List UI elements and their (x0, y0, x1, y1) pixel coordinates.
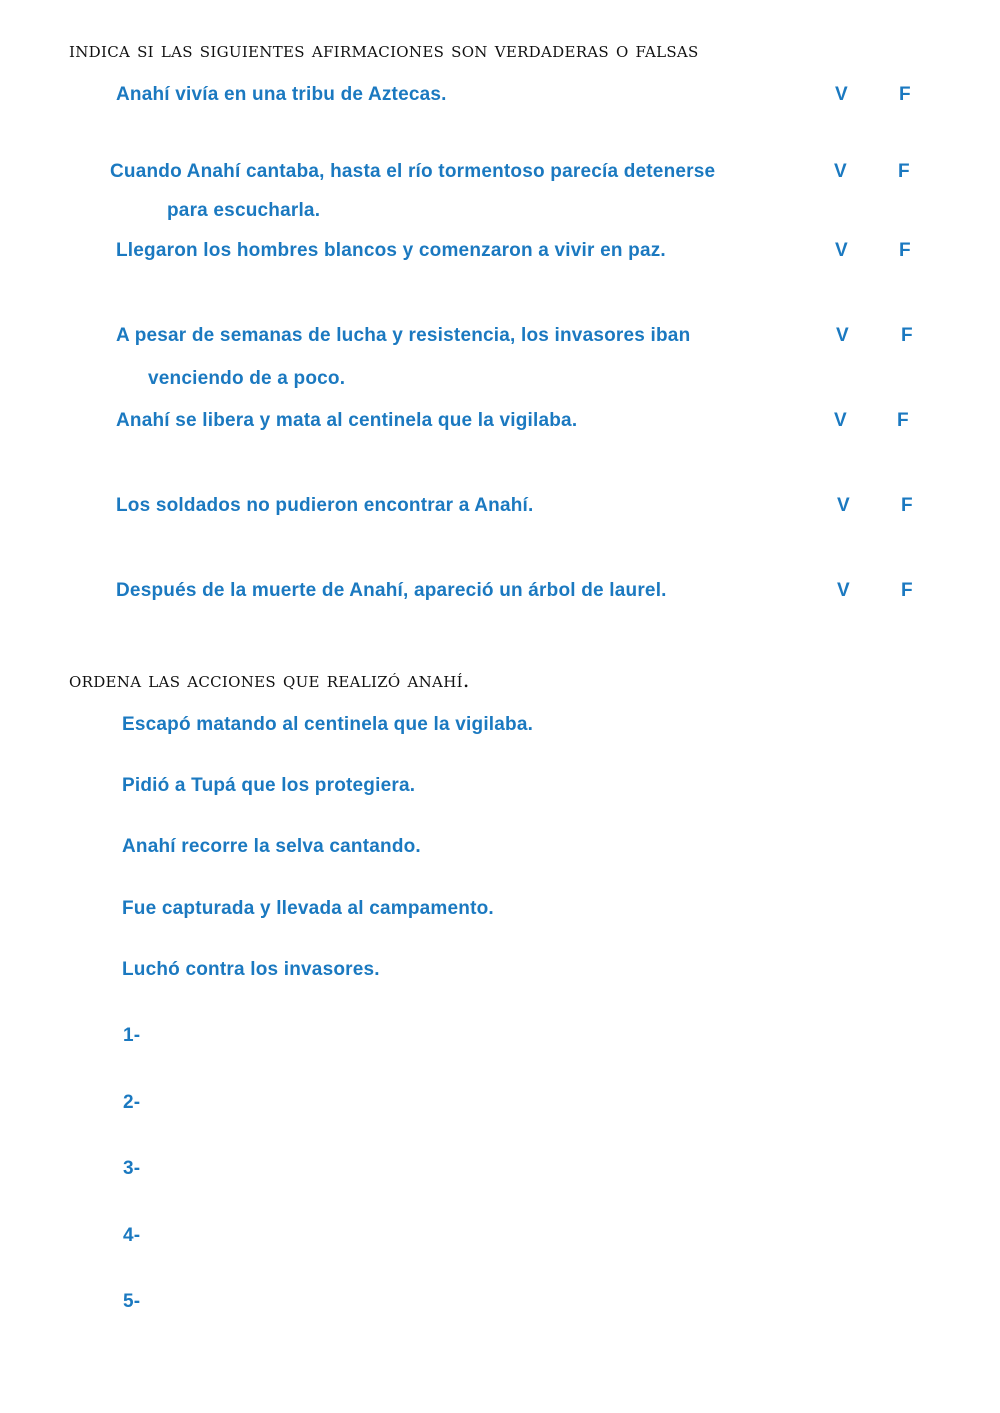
statement-2-continuation: para escucharla. (167, 200, 321, 221)
statement-1-true-option[interactable]: V (835, 84, 848, 105)
action-item-3: Anahí recorre la selva cantando. (122, 836, 421, 857)
order-slot-4[interactable]: 4- (123, 1225, 141, 1246)
action-item-4: Fue capturada y llevada al campamento. (122, 898, 494, 919)
statement-7-true-option[interactable]: V (837, 580, 850, 601)
true-false-heading: indica si las siguientes afirmaciones son verdaderas o falsas (69, 38, 699, 62)
statement-2-false-option[interactable]: F (898, 161, 910, 182)
statement-6: Los soldados no pudieron encontrar a Anahí. (116, 495, 534, 516)
statement-1-false-option[interactable]: F (899, 84, 911, 105)
statement-5-false-option[interactable]: F (897, 410, 909, 431)
statement-2: Cuando Anahí cantaba, hasta el río tormentoso parecía detenerse (110, 161, 716, 182)
statement-7: Después de la muerte de Anahí, apareció un árbol de laurel. (116, 580, 667, 601)
order-slot-1[interactable]: 1- (123, 1025, 141, 1046)
statement-1: Anahí vivía en una tribu de Aztecas. (116, 84, 447, 105)
statement-5: Anahí se libera y mata al centinela que la vigilaba. (116, 410, 578, 431)
order-slot-2[interactable]: 2- (123, 1092, 141, 1113)
statement-2-true-option[interactable]: V (834, 161, 847, 182)
action-item-1: Escapó matando al centinela que la vigilaba. (122, 714, 534, 735)
statement-4: A pesar de semanas de lucha y resistencia, los invasores iban (116, 325, 691, 346)
statement-4-false-option[interactable]: F (901, 325, 913, 346)
action-item-5: Luchó contra los invasores. (122, 959, 380, 980)
statement-6-false-option[interactable]: F (901, 495, 913, 516)
statement-6-true-option[interactable]: V (837, 495, 850, 516)
statement-7-false-option[interactable]: F (901, 580, 913, 601)
order-slot-3[interactable]: 3- (123, 1158, 141, 1179)
statement-3-true-option[interactable]: V (835, 240, 848, 261)
action-item-2: Pidió a Tupá que los protegiera. (122, 775, 416, 796)
statement-4-true-option[interactable]: V (836, 325, 849, 346)
statement-5-true-option[interactable]: V (834, 410, 847, 431)
order-slot-5[interactable]: 5- (123, 1291, 141, 1312)
statement-4-continuation: venciendo de a poco. (148, 368, 346, 389)
statement-3-false-option[interactable]: F (899, 240, 911, 261)
statement-3: Llegaron los hombres blancos y comenzaron a vivir en paz. (116, 240, 666, 261)
ordering-heading: ordena las acciones que realizó anahí. (69, 668, 470, 692)
